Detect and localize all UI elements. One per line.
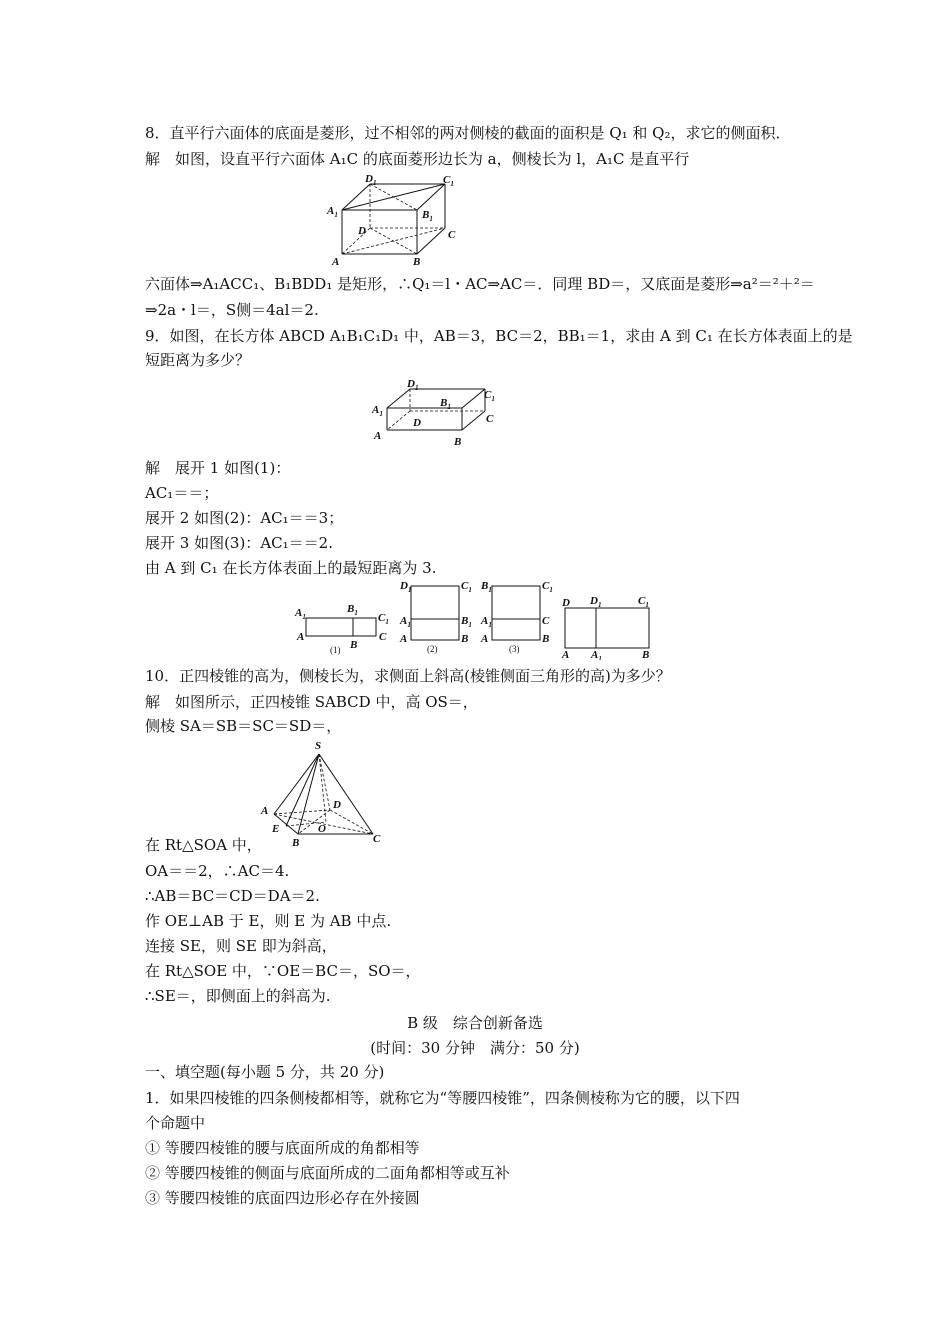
q10-solution-line-7: 连接 SE，则 SE 即为斜高， bbox=[145, 937, 337, 955]
q9-solution-line-5: 由 A 到 C₁ 在长方体表面上的最短距离为 3. bbox=[145, 559, 437, 577]
net4-label-D1: $D_1$ bbox=[590, 595, 602, 609]
net4-label-B: B bbox=[642, 649, 650, 660]
label-C: C bbox=[373, 833, 381, 845]
q10-solution-line-4: OA＝＝2，∴AC＝4. bbox=[145, 862, 290, 880]
b-q1-option-1: ① 等腰四棱锥的腰与底面所成的角都相等 bbox=[145, 1139, 420, 1157]
section-b-part1-heading: 一、填空题(每小题 5 分，共 20 分) bbox=[145, 1063, 385, 1081]
nets-figure bbox=[290, 578, 670, 660]
q10-solution-line-5: ∴AB＝BC＝CD＝DA＝2. bbox=[145, 887, 320, 905]
net2-label-A: A bbox=[400, 633, 408, 645]
label-C: C bbox=[448, 229, 456, 241]
prism-figure bbox=[325, 172, 465, 268]
net4-label-A1: $A_1$ bbox=[591, 649, 602, 660]
label-C1: $C_1$ bbox=[484, 389, 495, 403]
q9-solution-line-2: AC₁＝＝； bbox=[145, 484, 219, 502]
net2-label-D1: $D_1$ bbox=[400, 580, 412, 594]
b-q1-option-2: ② 等腰四棱锥的侧面与底面所成的二面角都相等或互补 bbox=[145, 1164, 510, 1182]
net4-label-D: D bbox=[562, 597, 570, 609]
q10-solution-line-1: 解 如图所示，正四棱锥 SABCD 中，高 OS＝， bbox=[145, 693, 478, 711]
q9-question-line-2: 短距离为多少？ bbox=[145, 351, 251, 369]
label-D: D bbox=[413, 417, 421, 429]
q8-solution-line-2: 六面体⇒A₁ACC₁、B₁BDD₁ 是矩形，∴Q₁＝l・AC⇒AC＝．同理 BD＝，又底面是菱形⇒a²＝²＋²＝ bbox=[145, 275, 815, 293]
q8-solution-line-1: 解 如图，设直平行六面体 A₁C 的底面菱形边长为 a，侧棱长为 l，A₁C 是直平行 bbox=[145, 150, 690, 168]
net3-label-B: B bbox=[542, 633, 550, 645]
net1-label-B: B bbox=[350, 639, 358, 651]
net3-label-C: C bbox=[542, 615, 550, 627]
label-C1: $C_1$ bbox=[443, 174, 454, 188]
label-C: C bbox=[486, 413, 494, 425]
q10-question: 10．正四棱锥的高为，侧棱长为，求侧面上斜高(棱锥侧面三角形的高)为多少？ bbox=[145, 667, 671, 685]
q10-solution-line-6: 作 OE⊥AB 于 E，则 E 为 AB 中点. bbox=[145, 912, 392, 930]
label-B: B bbox=[292, 837, 300, 846]
net3-label-A1: $A_1$ bbox=[481, 615, 492, 629]
label-S: S bbox=[315, 740, 322, 752]
net2-caption: (2) bbox=[427, 644, 438, 654]
q9-solution-line-1: 解 展开 1 如图(1)： bbox=[145, 459, 291, 477]
label-A1: $A_1$ bbox=[372, 404, 383, 418]
net3-label-A: A bbox=[481, 633, 489, 645]
label-A: A bbox=[332, 256, 340, 268]
net1-label-A1: $A_1$ bbox=[295, 607, 306, 621]
q8-solution-line-3: ⇒2a・l＝，S侧＝4al＝2. bbox=[145, 301, 319, 319]
net1-label-C1: $C_1$ bbox=[378, 612, 389, 626]
label-D: D bbox=[333, 799, 341, 811]
label-B: B bbox=[413, 256, 421, 268]
section-b-subtitle: (时间：30 分钟 满分：50 分) bbox=[370, 1039, 580, 1057]
cuboid-figure bbox=[370, 375, 500, 447]
q10-solution-line-9: ∴SE＝，即侧面上的斜高为. bbox=[145, 987, 331, 1005]
pyramid-figure bbox=[258, 738, 388, 846]
q10-solution-line-8: 在 Rt△SOE 中，∵OE＝BC＝，SO＝， bbox=[145, 962, 421, 980]
label-O: O bbox=[318, 823, 326, 835]
net2-label-B: B bbox=[461, 633, 469, 645]
net2-label-A1: $A_1$ bbox=[400, 615, 411, 629]
label-A1: $A_1$ bbox=[327, 205, 338, 219]
label-A: A bbox=[261, 805, 269, 817]
label-E: E bbox=[272, 823, 280, 835]
label-B: B bbox=[454, 436, 462, 447]
net3-caption: (3) bbox=[509, 644, 520, 654]
q9-question-line-1: 9．如图，在长方体 ABCD A₁B₁C₁D₁ 中，AB＝3，BC＝2，BB₁＝1，求由 A 到 C₁ 在长方体表面上的是 bbox=[145, 327, 853, 345]
net1-label-A: A bbox=[297, 631, 305, 643]
net4-label-A: A bbox=[562, 649, 570, 660]
label-D: D bbox=[358, 225, 366, 237]
q9-solution-line-3: 展开 2 如图(2)：AC₁＝＝3； bbox=[145, 509, 344, 527]
label-D1: $D_1$ bbox=[365, 173, 377, 187]
net4-label-C1: $C_1$ bbox=[638, 595, 649, 609]
b-q1-line-1: 1．如果四棱锥的四条侧棱都相等，就称它为“等腰四棱锥”，四条侧棱称为它的腰，以下四 bbox=[145, 1089, 740, 1107]
net1-caption: (1) bbox=[330, 645, 341, 655]
q10-solution-line-2: 侧棱 SA＝SB＝SC＝SD＝， bbox=[145, 717, 342, 735]
q8-question: 8．直平行六面体的底面是菱形，过不相邻的两对侧棱的截面的面积是 Q₁ 和 Q₂，求它的侧面积． bbox=[145, 124, 791, 142]
net1-label-C: C bbox=[379, 631, 387, 643]
label-B1: $B_1$ bbox=[440, 397, 451, 411]
q9-solution-line-4: 展开 3 如图(3)：AC₁＝＝2. bbox=[145, 534, 333, 552]
label-D1: $D_1$ bbox=[407, 378, 419, 392]
net2-label-B1: $B_1$ bbox=[461, 615, 472, 629]
b-q1-line-2: 个命题中 bbox=[145, 1114, 206, 1132]
q10-solution-line-3: 在 Rt△SOA 中， bbox=[145, 836, 262, 854]
section-b-title: B 级 综合创新备选 bbox=[407, 1014, 543, 1032]
net3-label-C1: $C_1$ bbox=[542, 580, 553, 594]
net1-label-B1: $B_1$ bbox=[347, 603, 358, 617]
net2-label-C1: $C_1$ bbox=[461, 580, 472, 594]
label-B1: $B_1$ bbox=[422, 209, 433, 223]
b-q1-option-3: ③ 等腰四棱锥的底面四边形必存在外接圆 bbox=[145, 1189, 420, 1207]
label-A: A bbox=[374, 430, 382, 442]
net3-label-B1: $B_1$ bbox=[481, 580, 492, 594]
